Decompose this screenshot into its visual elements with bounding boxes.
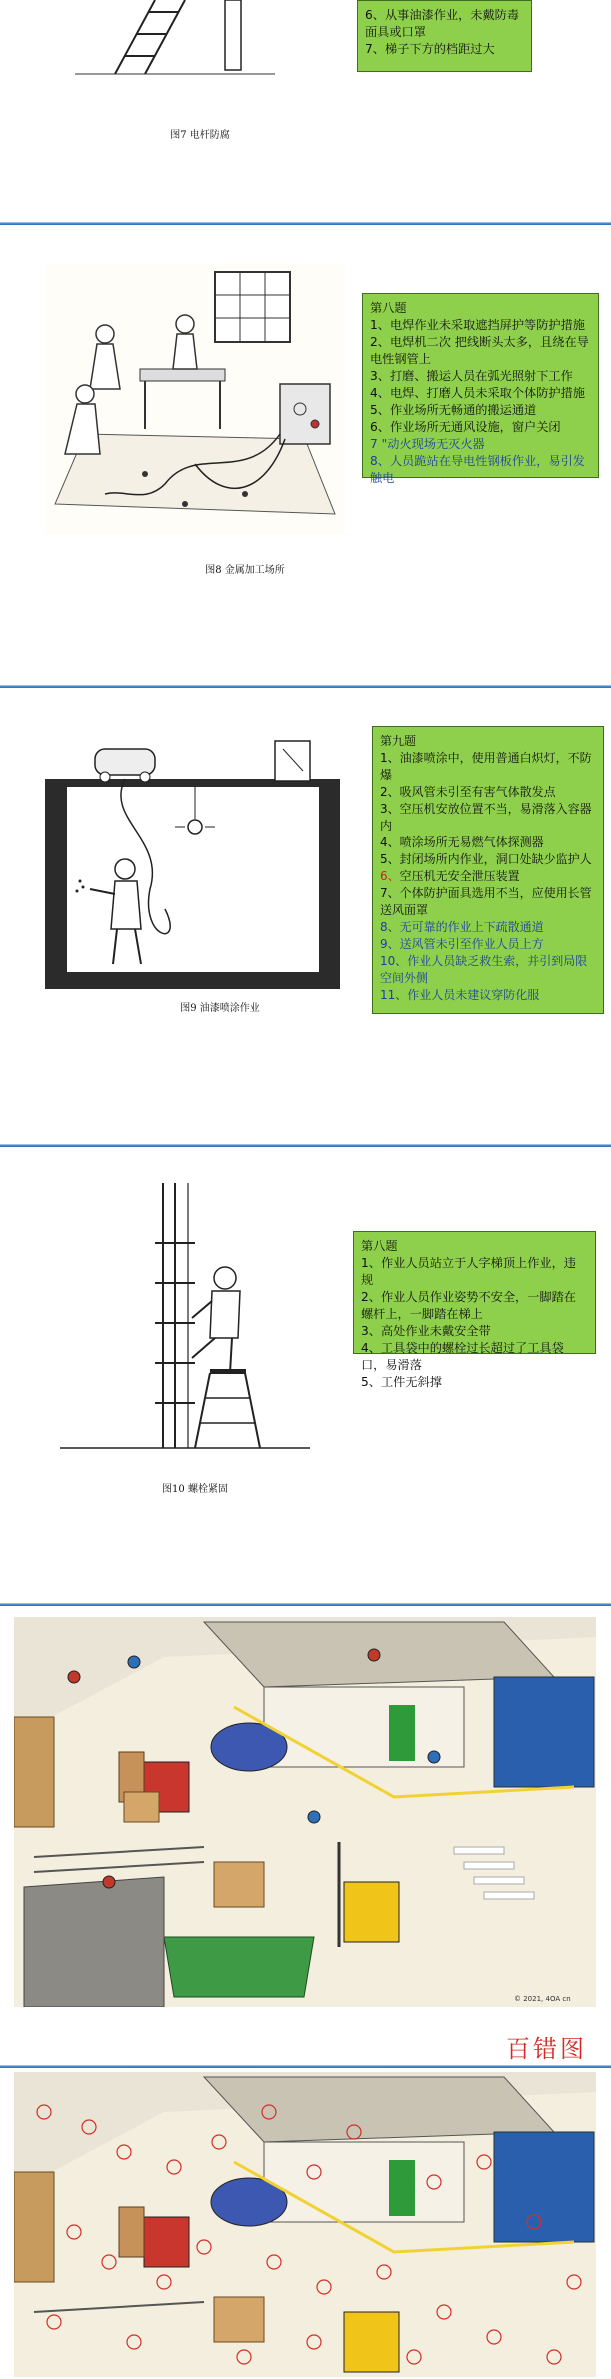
answer-line: 1、油漆喷涂中，使用普通白炽灯，不防爆: [380, 750, 592, 782]
answer-line: 1、电焊作业未采取遮挡屏护等防护措施: [370, 318, 585, 332]
figure-caption: 图7 电杆防腐: [170, 130, 230, 141]
answer-line: 5、工件无斜撑: [361, 1375, 442, 1389]
section-heading: 百错图: [506, 2035, 587, 2063]
warehouse-hazard-illustration-annotated: [14, 2072, 596, 2377]
answer-line: 4、电焊、打磨人员未采取个体防护措施: [370, 386, 585, 400]
answer-line: 7、梯子下方的档距过大: [365, 42, 495, 56]
section-9: [0, 689, 611, 1144]
section-10: [0, 1148, 611, 1603]
answer-line: 6、从事油漆作业，未戴防毒面具或口罩: [365, 8, 520, 39]
figure-caption: 图9 油漆喷涂作业: [180, 1003, 260, 1014]
answer-line: 2、吸风管未引至有害气体散发点: [380, 784, 556, 799]
answer-line: 4、喷涂场所无易燃气体探测器: [380, 835, 544, 850]
answer-number: 6、: [380, 869, 400, 884]
answer-line: 11、作业人员未建议穿防化服: [380, 987, 540, 1002]
answer-line: 5、封闭场所内作业，洞口处缺少监护人: [380, 852, 592, 867]
question-title: 第八题: [361, 1239, 398, 1253]
question-title: 第八题: [370, 301, 407, 315]
answer-line: 3、空压机安放位置不当，易滑落入容器内: [380, 801, 592, 833]
answer-line: 10、作业人员缺乏救生索，并引到局限空间外侧: [380, 953, 588, 985]
answer-line: 2、作业人员作业姿势不安全，一脚踏在螺杆上，一脚踏在梯上: [361, 1290, 576, 1321]
figure-caption: 图10 螺栓紧固: [162, 1484, 228, 1495]
answer-line: 2、电焊机二次 把线断头太多，且绕在导电性钢管上: [370, 335, 589, 366]
section-hundred-errors: [0, 1607, 611, 2379]
answer-line: 3、打磨、搬运人员在弧光照射下工作: [370, 369, 573, 383]
section-divider: [0, 1603, 611, 1606]
figure-caption: 图8 金属加工场所: [205, 565, 285, 576]
answer-line: 1、作业人员站立于人字梯顶上作业，违规: [361, 1256, 576, 1287]
answer-line: 9、送风管未引至作业人员上方: [380, 936, 544, 951]
answer-box: [362, 293, 599, 485]
answer-box: [353, 1231, 596, 1389]
answer-line: 8、人员跪站在导电性钢板作业，易引发触电: [370, 454, 585, 485]
section-divider: [0, 1144, 611, 1147]
copyright-notice: © 2021, 4OA cn: [514, 1995, 571, 2003]
pole-ladder-illustration: [75, 0, 275, 80]
section-7: [0, 0, 611, 150]
answer-line: 8、无可靠的作业上下疏散通道: [380, 919, 544, 934]
section-8: [0, 226, 611, 681]
answer-box: [357, 0, 532, 72]
section-divider: [0, 222, 611, 225]
answer-line: 7、个体防护面具选用不当，应使用长管送风面罩: [380, 886, 592, 918]
answer-text: 空压机无安全泄压装置: [399, 869, 520, 884]
spray-painting-illustration: [45, 739, 340, 989]
ladder-bolt-illustration: [60, 1183, 310, 1473]
answer-line: 6、作业场所无通风设施，窗户关闭: [370, 420, 561, 434]
section-divider: [0, 2065, 611, 2068]
answer-line: [380, 868, 596, 885]
answer-line: 4、工具袋中的螺栓过长超过了工具袋口，易滑落: [361, 1341, 564, 1372]
answer-line: 5、作业场所无畅通的搬运通道: [370, 403, 537, 417]
answer-line: 7 "动火现场无灭火器: [370, 437, 485, 451]
answer-box: [372, 726, 604, 1014]
welding-workshop-illustration: [45, 264, 345, 534]
section-divider: [0, 685, 611, 688]
warehouse-hazard-illustration: [14, 1617, 596, 2007]
answer-line: 3、高处作业未戴安全带: [361, 1324, 491, 1338]
question-title: 第九题: [380, 734, 417, 748]
